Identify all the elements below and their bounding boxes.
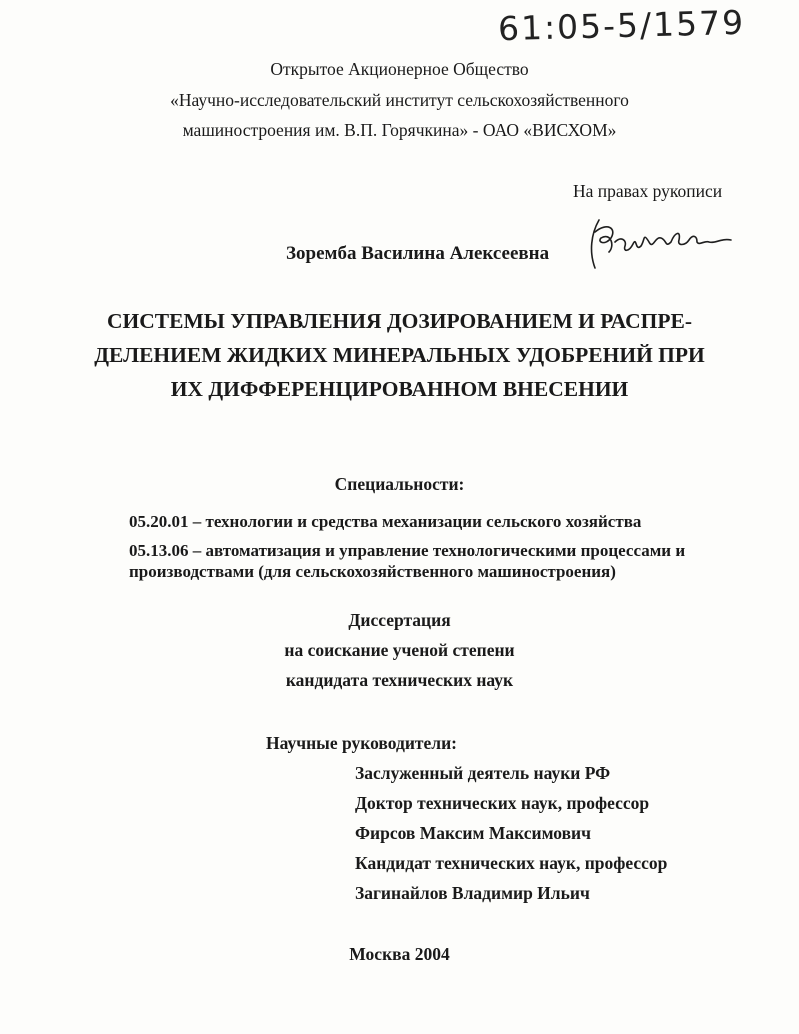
- dissertation-degree-name: кандидата технических наук: [285, 670, 514, 690]
- title-line-3: ИХ ДИФФЕРЕНЦИРОВАННОМ ВНЕСЕНИИ: [170, 377, 629, 401]
- dissertation-label: Диссертация: [348, 610, 451, 630]
- organization-line-2: «Научно-исследовательский институт сельскохозяйственного: [170, 90, 629, 110]
- supervisor-line-1: Заслуженный деятель науки РФ: [355, 763, 611, 783]
- supervisor-line-3: Фирсов Максим Максимович: [355, 823, 591, 843]
- manuscript-note: На правах рукописи: [573, 181, 723, 201]
- dissertation-degree-line: на соискание ученой степени: [284, 640, 515, 660]
- supervisor-line-4: Кандидат технических наук, профессор: [355, 853, 668, 873]
- supervisor-line-5: Загинайлов Владимир Ильич: [355, 883, 590, 903]
- supervisors-heading: Научные руководители:: [266, 733, 458, 753]
- specialty-item-2-line-1: 05.13.06 – автоматизация и управление технологическими процессами и: [129, 541, 686, 560]
- title-line-2: ДЕЛЕНИЕМ ЖИДКИХ МИНЕРАЛЬНЫХ УДОБРЕНИЙ ПРИ: [94, 343, 705, 367]
- author-name: Зоремба Василина Алексеевна: [286, 243, 550, 264]
- archive-stamp: 61:05-5/1579: [497, 2, 746, 49]
- title-line-1: СИСТЕМЫ УПРАВЛЕНИЯ ДОЗИРОВАНИЕМ И РАСПРЕ-: [107, 309, 692, 333]
- specialty-item-1: 05.20.01 – технологии и средства механизации сельского хозяйства: [129, 512, 642, 531]
- organization-line-1: Открытое Акционерное Общество: [270, 59, 529, 79]
- author-signature: [585, 212, 735, 274]
- city-year: Москва 2004: [349, 944, 450, 964]
- specialties-heading: Специальности:: [334, 474, 465, 494]
- supervisor-line-2: Доктор технических наук, профессор: [355, 793, 650, 813]
- specialty-item-2-line-2: производствами (для сельскохозяйственного машиностроения): [129, 562, 616, 581]
- organization-line-3: машиностроения им. В.П. Горячкина» - ОАО «ВИСХОМ»: [182, 120, 617, 140]
